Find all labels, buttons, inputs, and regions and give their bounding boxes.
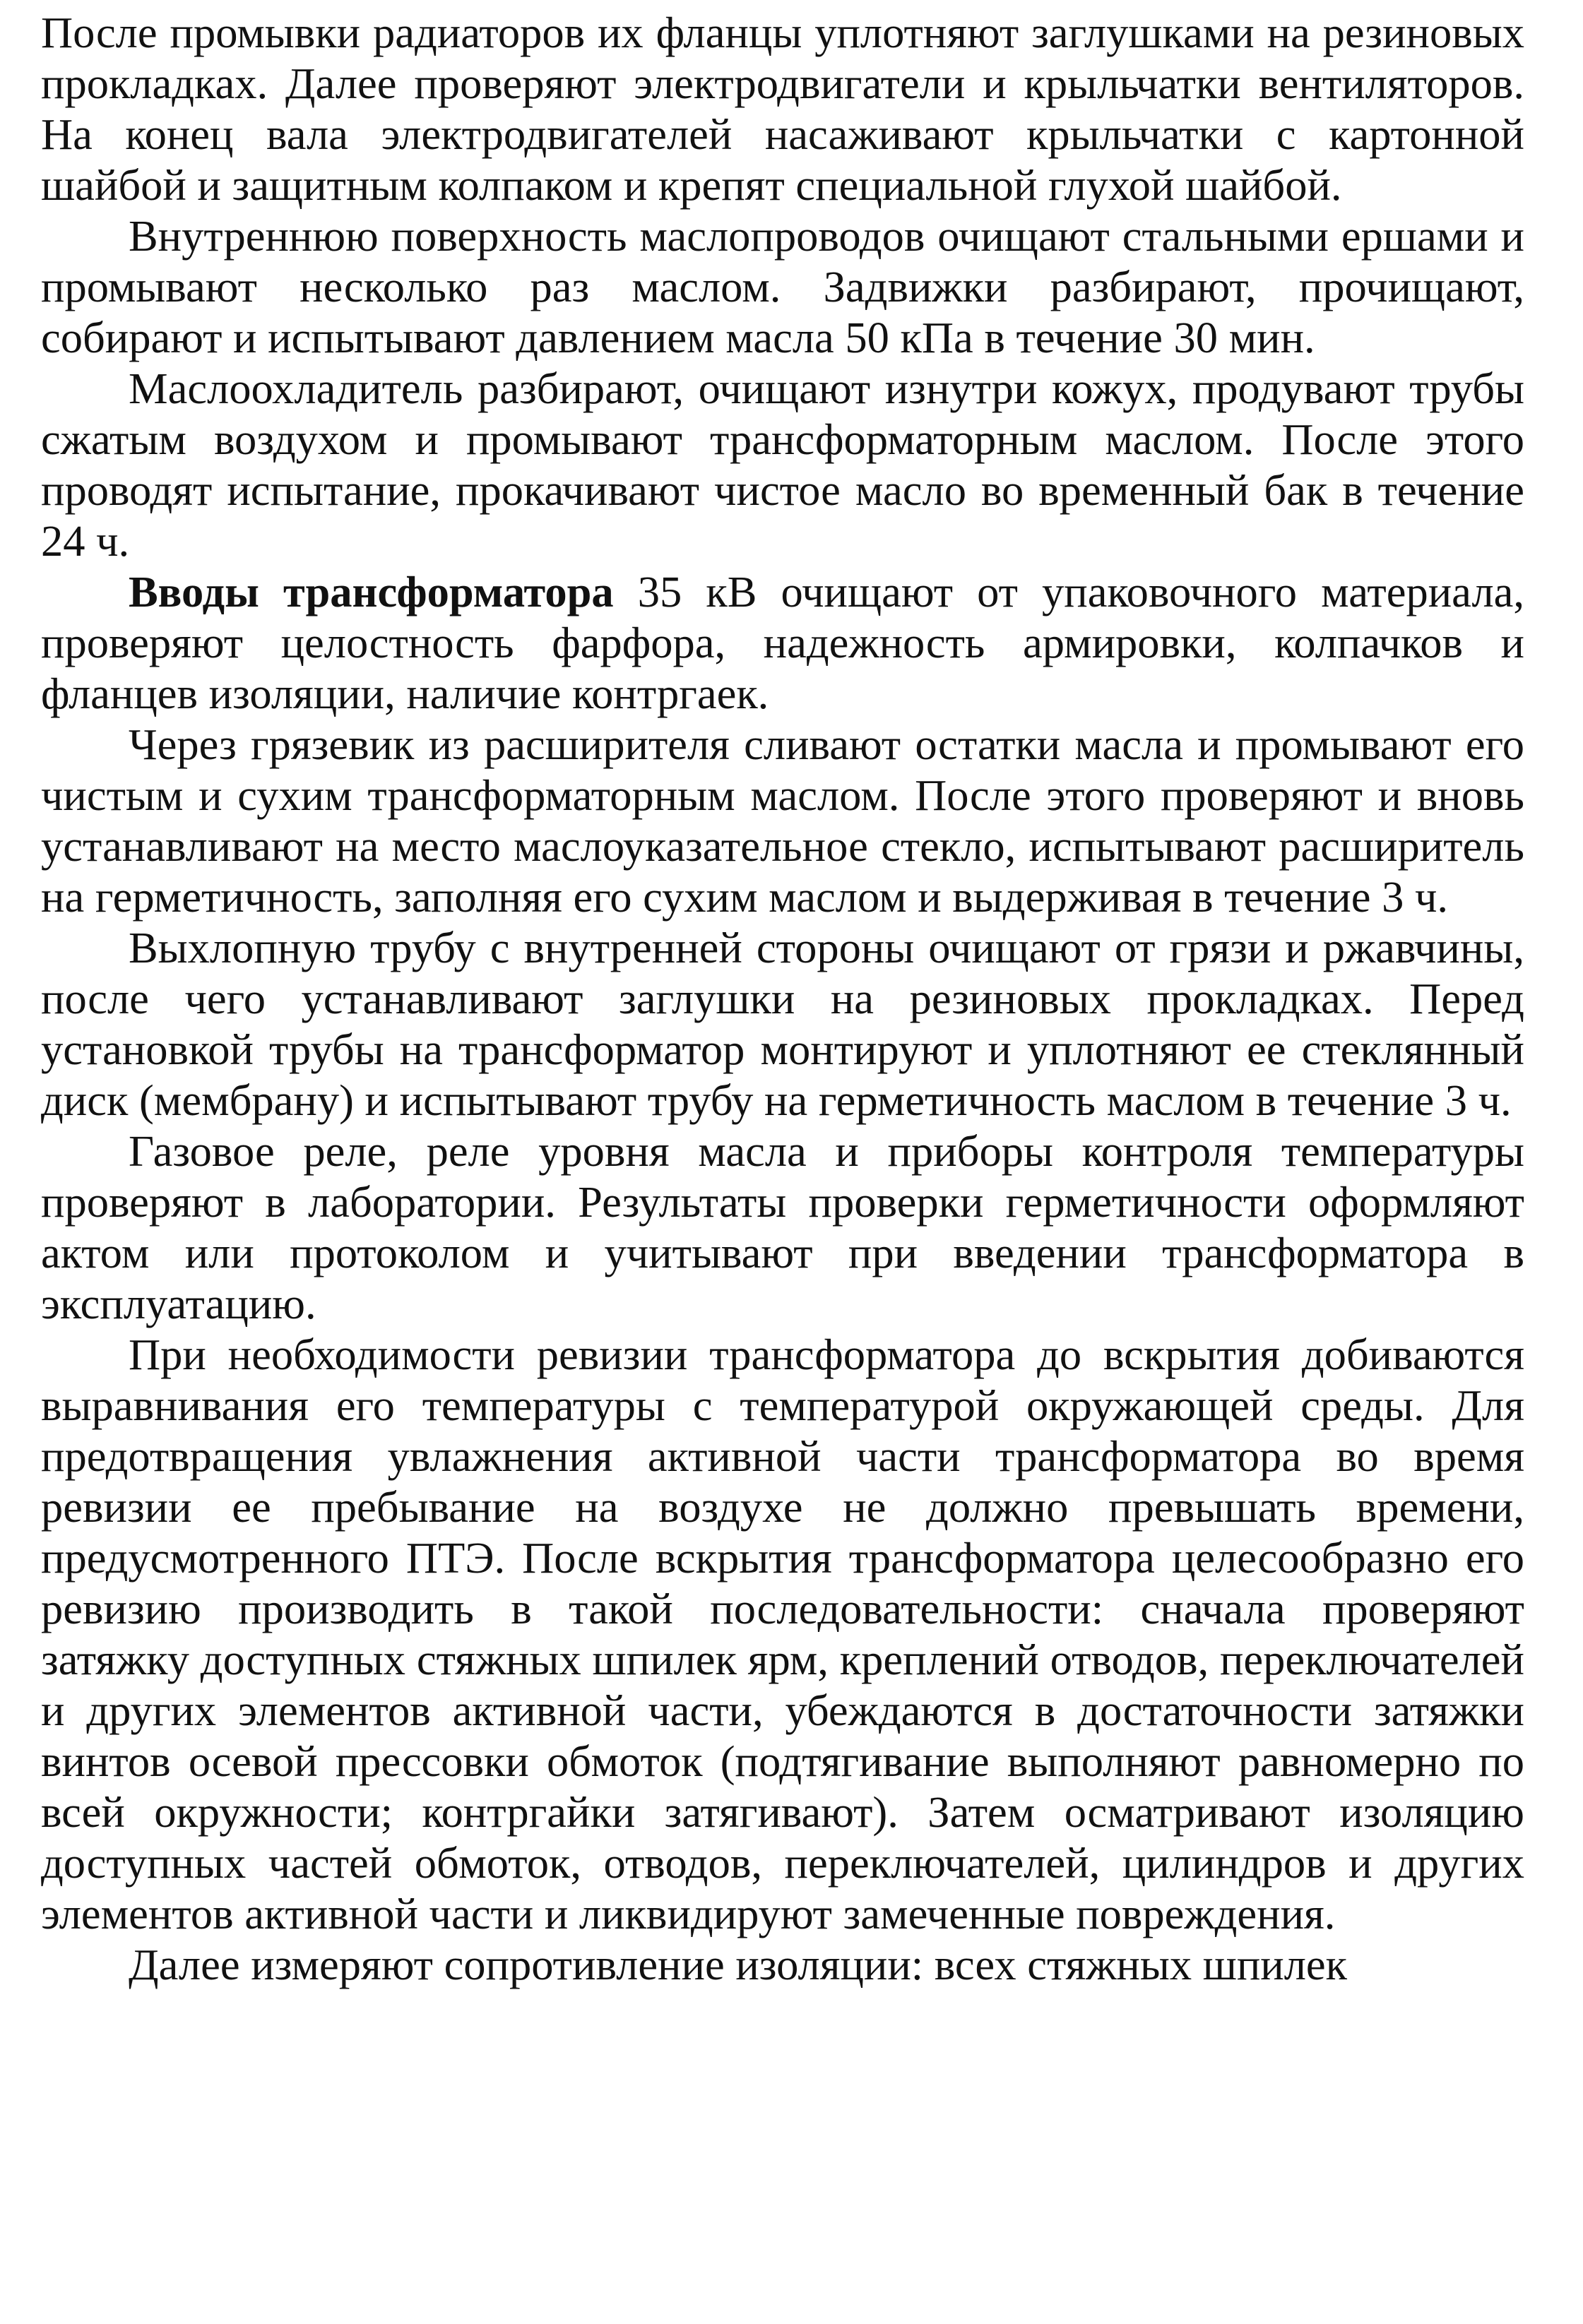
- document-page: [41, 7, 1524, 1990]
- paragraph-oil-pipes: [41, 210, 1524, 363]
- paragraph-radiators: [41, 7, 1524, 210]
- paragraph-relays: [41, 1126, 1524, 1329]
- paragraph-bushings: [41, 566, 1524, 719]
- bold-lead-term: Вводы трансформатора: [129, 567, 614, 616]
- paragraph-text: Газовое реле, реле уровня масла и приборы контроля температуры проверяют в лаборатории. Результаты проверки герметичности оформляют актом или протоколом и учитывают при введении трансформатора в эксплуатацию.: [41, 1126, 1524, 1328]
- paragraph-text: Выхлопную трубу с внутренней стороны очищают от грязи и ржавчины, после чего устанавливают заглушки на резиновых прокладках. Перед установкой трубы на трансформатор монтируют и уплотняют ее стеклянный диск (мембрану) и испытывают трубу на герметичность маслом в течение 3 ч.: [41, 923, 1524, 1125]
- paragraph-text: Внутреннюю поверхность маслопроводов очищают стальными ершами и промывают несколько раз маслом. Задвижки разбирают, прочищают, собирают и испытывают давлением масла 50 кПа в течение 30 мин.: [41, 211, 1524, 362]
- paragraph-revision: [41, 1329, 1524, 1939]
- paragraph-oil-cooler: [41, 363, 1524, 566]
- paragraph-insulation-measure: [41, 1939, 1524, 1990]
- paragraph-text: 35 кВ очищают от упаковочного материала, проверяют целостность фарфора, надежность армировки, колпачков и фланцев изоляции, наличие контргаек.: [41, 567, 1524, 718]
- paragraph-exhaust-pipe: [41, 922, 1524, 1126]
- paragraph-text: Маслоохладитель разбирают, очищают изнутри кожух, продувают трубы сжатым воздухом и промывают трансформаторным маслом. После этого проводят испытание, прокачивают чистое масло во временный бак в течение 24 ч.: [41, 364, 1524, 566]
- paragraph-text: При необходимости ревизии трансформатора до вскрытия добиваются выравнивания его температуры с температурой окружающей среды. Для предотвращения увлажнения активной части трансформатора во время ревизии ее пребывание на воздухе не должно превышать времени, предусмотренного ПТЭ. После вскрытия трансформатора целесообразно его ревизию производить в такой последовательности: сначала проверяют затяжку доступных стяжных шпилек ярм, креплений отводов, переключателей и других элементов активной части, убеждаются в достаточности затяжки винтов осевой прессовки обмоток (подтягивание выполняют равномерно по всей окружности; контргайки затягивают). Затем осматривают изоляцию доступных частей обмоток, отводов, переключателей, цилиндров и других элементов активной части и ликвидируют замеченные повреждения.: [41, 1330, 1524, 1938]
- paragraph-expander: [41, 719, 1524, 922]
- paragraph-text: После промывки радиаторов их фланцы уплотняют заглушками на резиновых прокладках. Далее проверяют электродвигатели и крыльчатки вентиляторов. На конец вала электродвигателей насаживают крыльчатки с картонной шайбой и защитным колпаком и крепят специальной глухой шайбой.: [41, 8, 1524, 210]
- paragraph-text: Через грязевик из расширителя сливают остатки масла и промывают его чистым и сухим трансформаторным маслом. После этого проверяют и вновь устанавливают на место маслоуказательное стекло, испытывают расширитель на герметичность, заполняя его сухим маслом и выдерживая в течение 3 ч.: [41, 720, 1524, 922]
- paragraph-text: Далее измеряют сопротивление изоляции: всех стяжных шпилек: [129, 1940, 1348, 1989]
